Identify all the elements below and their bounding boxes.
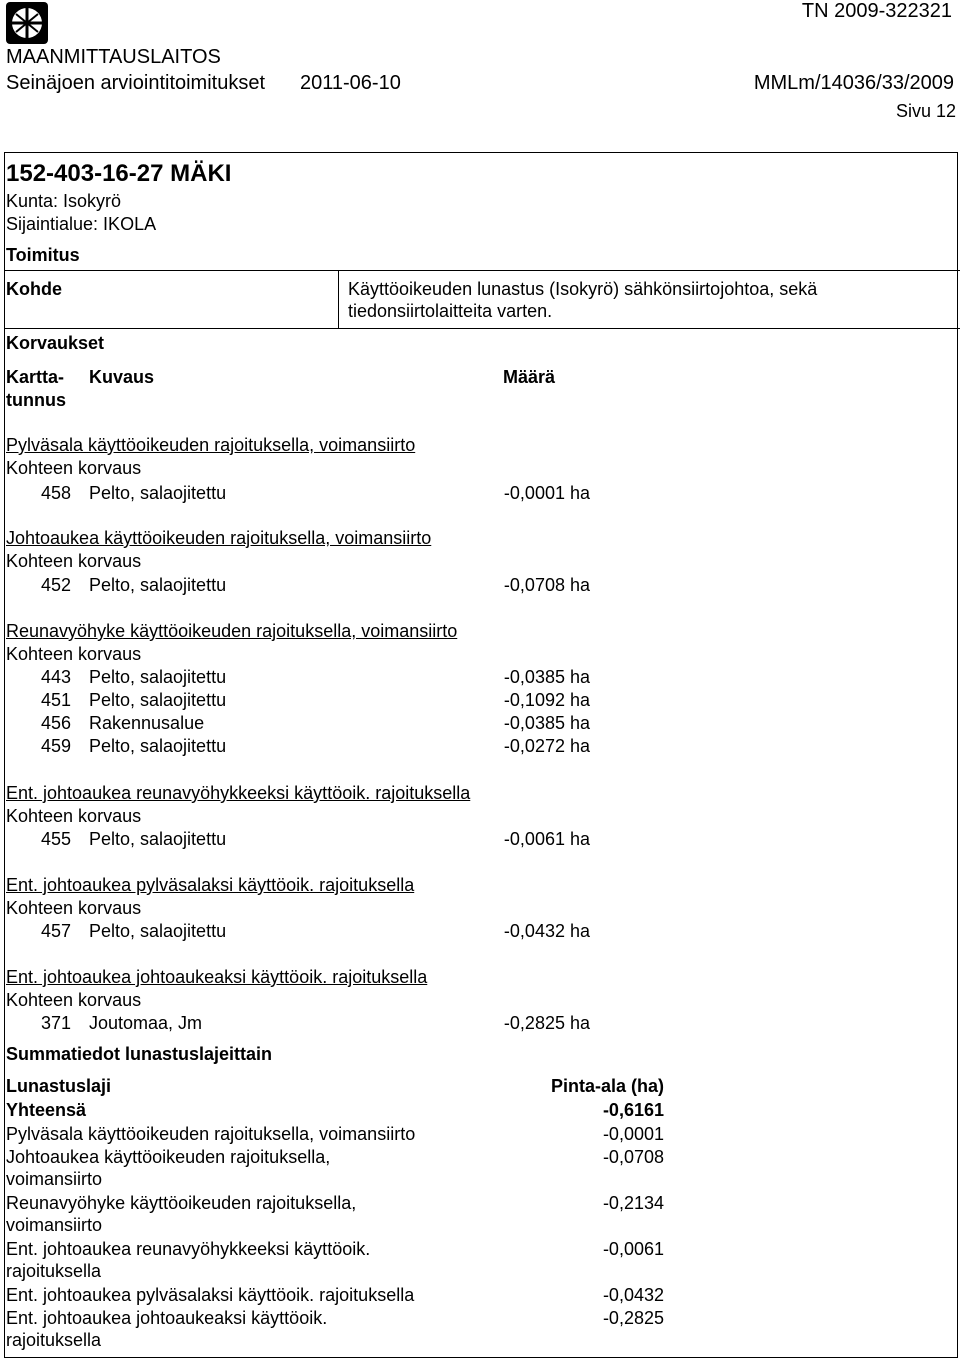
section-title: Ent. johtoaukea reunavyöhykkeeksi käyttöoik. rajoituksella [6, 783, 471, 803]
row-amount: -0,0001 ha [503, 483, 590, 503]
section-subtitle: Kohteen korvaus [6, 458, 142, 478]
summary-column-type: Lunastuslaji [6, 1076, 112, 1096]
office-name: Seinäjoen arviointitoimitukset [6, 72, 266, 94]
summary-row-label: Ent. johtoaukea reunavyöhykkeeksi käyttöoik. rajoituksella [6, 1239, 371, 1281]
kohde-label: Kohde [6, 279, 62, 299]
section-subtitle: Kohteen korvaus [6, 898, 142, 918]
row-amount: -0,0708 ha [503, 575, 590, 595]
row-description: Pelto, salaojitettu [89, 667, 227, 687]
column-header-kuvaus: Kuvaus [89, 367, 155, 387]
page-number: Sivu 12 [895, 101, 956, 121]
section-subtitle: Kohteen korvaus [6, 551, 142, 571]
summary-row-value: -0,2134 [602, 1193, 664, 1213]
section-subtitle: Kohteen korvaus [6, 644, 142, 664]
map-id: 452 [40, 575, 71, 595]
row-description: Pelto, salaojitettu [89, 829, 227, 849]
section-title: Pylväsala käyttöoikeuden rajoituksella, voimansiirto [6, 435, 416, 455]
row-description: Pelto, salaojitettu [89, 575, 227, 595]
summary-total-label: Yhteensä [6, 1100, 87, 1120]
case-number: MMLm/14036/33/2009 [753, 72, 954, 94]
map-id: 371 [40, 1013, 71, 1033]
row-amount: -0,1092 ha [503, 690, 590, 710]
summary-title: Summatiedot lunastuslajeittain [6, 1044, 273, 1064]
summary-row-label: Reunavyöhyke käyttöoikeuden rajoituksella, voimansiirto [6, 1193, 357, 1235]
section-subtitle: Kohteen korvaus [6, 990, 142, 1010]
row-amount: -0,0385 ha [503, 667, 590, 687]
column-header-tunnus: tunnus [6, 390, 66, 410]
toimitus-label: Toimitus [6, 245, 80, 265]
row-description: Pelto, salaojitettu [89, 921, 227, 941]
column-header-maara: Määrä [503, 367, 556, 387]
summary-row-label: Johtoaukea käyttöoikeuden rajoituksella, voimansiirto [6, 1147, 331, 1189]
document-date: 2011-06-10 [300, 72, 401, 94]
summary-row-label: Ent. johtoaukea johtoaukeaksi käyttöoik. rajoituksella [6, 1308, 328, 1350]
summary-row-value: -0,2825 [602, 1308, 664, 1328]
document-id: TN 2009-322321 [801, 0, 952, 22]
organization-name: MAANMITTAUSLAITOS [6, 46, 221, 68]
map-id: 443 [40, 667, 71, 687]
property-title: 152-403-16-27 MÄKI [6, 160, 232, 187]
section-title: Reunavyöhyke käyttöoikeuden rajoituksella, voimansiirto [6, 621, 458, 641]
kohde-text: Käyttöoikeuden lunastus (Isokyrö) sähkönsiirtojohtoa, sekä [348, 279, 818, 299]
row-description: Pelto, salaojitettu [89, 690, 227, 710]
column-header-kartta: Kartta- [6, 367, 65, 387]
divider [4, 328, 960, 329]
row-description: Pelto, salaojitettu [89, 483, 227, 503]
map-id: 455 [40, 829, 71, 849]
map-id: 458 [40, 483, 71, 503]
row-amount: -0,0432 ha [503, 921, 590, 941]
korvaukset-label: Korvaukset [6, 333, 105, 353]
mml-logo-icon [6, 2, 48, 44]
row-amount: -0,0061 ha [503, 829, 590, 849]
section-title: Johtoaukea käyttöoikeuden rajoituksella, voimansiirto [6, 528, 432, 548]
location-area: Sijaintialue: IKOLA [6, 214, 157, 234]
row-description: Rakennusalue [89, 713, 205, 733]
summary-total-value: -0,6161 [602, 1100, 664, 1120]
municipality: Kunta: Isokyrö [6, 191, 122, 211]
column-divider [338, 271, 339, 328]
divider [4, 270, 960, 271]
summary-row-value: -0,0061 [602, 1239, 664, 1259]
map-id: 456 [40, 713, 71, 733]
map-id: 457 [40, 921, 71, 941]
summary-column-area: Pinta-ala (ha) [550, 1076, 664, 1096]
section-subtitle: Kohteen korvaus [6, 806, 142, 826]
map-id: 451 [40, 690, 71, 710]
map-id: 459 [40, 736, 71, 756]
row-description: Joutomaa, Jm [89, 1013, 203, 1033]
row-amount: -0,0272 ha [503, 736, 590, 756]
row-amount: -0,0385 ha [503, 713, 590, 733]
section-title: Ent. johtoaukea johtoaukeaksi käyttöoik. rajoituksella [6, 967, 428, 987]
summary-row-value: -0,0708 [602, 1147, 664, 1167]
section-title: Ent. johtoaukea pylväsalaksi käyttöoik. rajoituksella [6, 875, 415, 895]
summary-row-value: -0,0001 [602, 1124, 664, 1144]
summary-row-label: Ent. johtoaukea pylväsalaksi käyttöoik. rajoituksella [6, 1285, 415, 1305]
row-amount: -0,2825 ha [503, 1013, 590, 1033]
summary-row-value: -0,0432 [602, 1285, 664, 1305]
row-description: Pelto, salaojitettu [89, 736, 227, 756]
summary-row-label: Pylväsala käyttöoikeuden rajoituksella, voimansiirto [6, 1124, 416, 1144]
kohde-text-cont: tiedonsiirtolaitteita varten. [348, 301, 553, 321]
